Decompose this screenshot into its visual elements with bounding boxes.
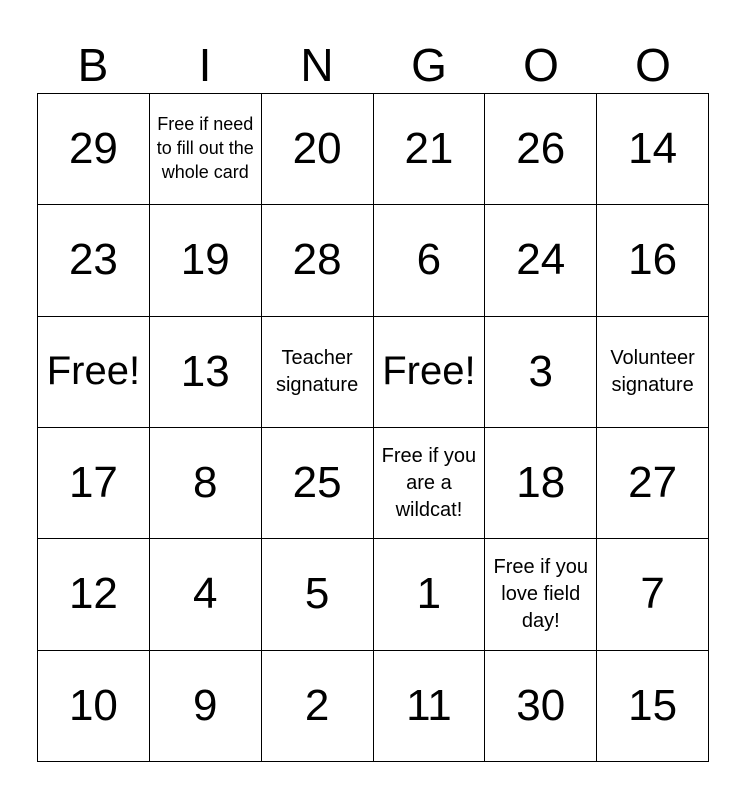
bingo-card	[37, 93, 709, 762]
bingo-cell[interactable]: 19	[150, 205, 262, 316]
bingo-cell[interactable]: 6	[374, 205, 486, 316]
bingo-cell[interactable]: 9	[150, 651, 262, 762]
header-letter-o: O	[523, 39, 559, 91]
bingo-cell-free[interactable]: Free!	[374, 317, 486, 428]
bingo-cell[interactable]: Free if you are a wildcat!	[374, 428, 486, 539]
header-letter-i: I	[198, 39, 212, 91]
bingo-cell[interactable]: Free if you love field day!	[485, 539, 597, 650]
bingo-cell[interactable]: 15	[597, 651, 709, 762]
bingo-cell-free[interactable]: Free!	[38, 317, 150, 428]
bingo-cell[interactable]: 2	[262, 651, 374, 762]
bingo-cell[interactable]: 13	[150, 317, 262, 428]
bingo-cell[interactable]: 4	[150, 539, 262, 650]
bingo-cell[interactable]: 24	[485, 205, 597, 316]
header-letter-g: G	[411, 39, 447, 91]
bingo-cell[interactable]: 7	[597, 539, 709, 650]
bingo-cell[interactable]: Free if need to fill out the whole card	[150, 94, 262, 205]
header-letter-b: B	[77, 39, 109, 91]
bingo-cell[interactable]: 20	[262, 94, 374, 205]
bingo-cell[interactable]: 10	[38, 651, 150, 762]
bingo-cell[interactable]: 14	[597, 94, 709, 205]
bingo-cell[interactable]: 11	[374, 651, 486, 762]
bingo-cell[interactable]: 29	[38, 94, 150, 205]
bingo-cell[interactable]: 25	[262, 428, 374, 539]
bingo-cell[interactable]: 30	[485, 651, 597, 762]
bingo-cell[interactable]: 1	[374, 539, 486, 650]
bingo-cell[interactable]: 18	[485, 428, 597, 539]
bingo-cell[interactable]: 5	[262, 539, 374, 650]
bingo-cell[interactable]: 16	[597, 205, 709, 316]
bingo-cell[interactable]: 21	[374, 94, 486, 205]
bingo-cell[interactable]: 17	[38, 428, 150, 539]
bingo-cell[interactable]: 28	[262, 205, 374, 316]
bingo-cell[interactable]: Volunteer signature	[597, 317, 709, 428]
bingo-cell[interactable]: Teacher signature	[262, 317, 374, 428]
bingo-cell[interactable]: 23	[38, 205, 150, 316]
bingo-cell[interactable]: 8	[150, 428, 262, 539]
header-letter-n: N	[300, 39, 334, 91]
bingo-cell[interactable]: 12	[38, 539, 150, 650]
bingo-cell[interactable]: 27	[597, 428, 709, 539]
bingo-cell[interactable]: 3	[485, 317, 597, 428]
header-letter-o-2: O	[635, 39, 671, 91]
bingo-header	[37, 36, 709, 94]
bingo-cell[interactable]: 26	[485, 94, 597, 205]
